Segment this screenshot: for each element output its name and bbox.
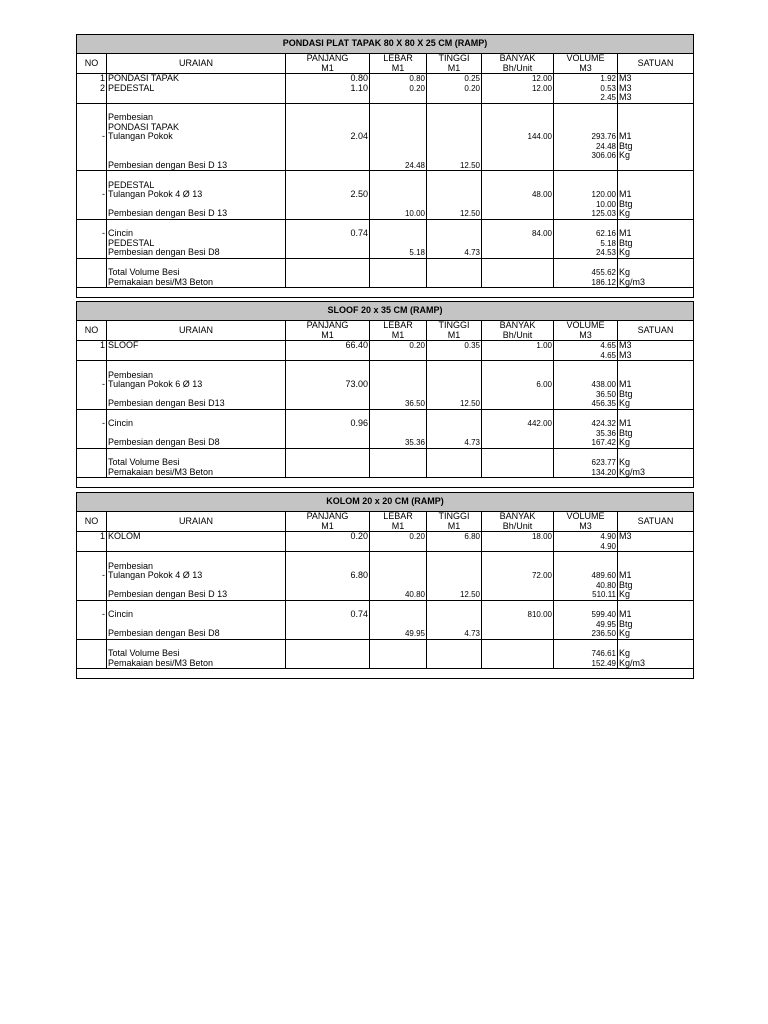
cell-volume: 4.90 4.90 bbox=[554, 532, 618, 552]
cell-satuan: Kg Kg/m3 bbox=[618, 639, 694, 669]
cell-satuan: M1 Btg Kg bbox=[618, 552, 694, 601]
table-3 bbox=[76, 492, 693, 679]
cell-banyak: 6.00 bbox=[482, 361, 554, 410]
cell-no: - bbox=[77, 219, 107, 258]
cell-no: - bbox=[77, 361, 107, 410]
column-header-volume: VOLUME M3 bbox=[554, 54, 618, 74]
cell-panjang bbox=[286, 258, 370, 288]
cell-satuan: M1 Btg Kg bbox=[618, 409, 694, 448]
cell-lebar: 24.48 bbox=[370, 103, 427, 171]
cell-no: - bbox=[77, 171, 107, 220]
cell-satuan: M3 bbox=[618, 532, 694, 552]
cell-volume: 438.00 36.50 456.35 bbox=[554, 361, 618, 410]
cell-banyak bbox=[482, 639, 554, 669]
column-header-panjang: PANJANG M1 bbox=[286, 54, 370, 74]
cell-volume: 489.60 40.80 510.11 bbox=[554, 552, 618, 601]
cell-no: 1 2 bbox=[77, 74, 107, 104]
table-2 bbox=[76, 301, 693, 488]
cell-uraian: Total Volume Besi Pemakaian besi/M3 Beton bbox=[107, 639, 286, 669]
column-header-satuan: SATUAN bbox=[618, 54, 694, 74]
cell-volume: 62.16 5.18 24.53 bbox=[554, 219, 618, 258]
cell-uraian: Cincin PEDESTAL Pembesian dengan Besi D8 bbox=[107, 219, 286, 258]
cell-lebar: 5.18 bbox=[370, 219, 427, 258]
cell-tinggi: 12.50 bbox=[427, 361, 482, 410]
cell-banyak: 18.00 bbox=[482, 532, 554, 552]
cell-uraian: PONDASI TAPAK PEDESTAL bbox=[107, 74, 286, 104]
cell-lebar: 10.00 bbox=[370, 171, 427, 220]
cell-lebar bbox=[370, 639, 427, 669]
cell-no: - bbox=[77, 103, 107, 171]
cell-lebar: 35.36 bbox=[370, 409, 427, 448]
cell-panjang: 6.80 bbox=[286, 552, 370, 601]
cell-uraian: Cincin Pembesian dengan Besi D8 bbox=[107, 409, 286, 448]
cell-tinggi: 4.73 bbox=[427, 219, 482, 258]
cell-banyak bbox=[482, 448, 554, 478]
cell-tinggi: 12.50 bbox=[427, 171, 482, 220]
cell-volume: 293.76 24.48 306.06 bbox=[554, 103, 618, 171]
table-title: SLOOF 20 x 35 CM (RAMP) bbox=[77, 302, 694, 321]
table-footer-row bbox=[77, 669, 694, 679]
cell-tinggi: 4.73 bbox=[427, 409, 482, 448]
cell-lebar bbox=[370, 258, 427, 288]
cell-panjang bbox=[286, 639, 370, 669]
column-header-no: NO bbox=[77, 321, 107, 341]
cell-no: - bbox=[77, 552, 107, 601]
cell-satuan: Kg Kg/m3 bbox=[618, 448, 694, 478]
cell-lebar: 36.50 bbox=[370, 361, 427, 410]
cell-uraian: Total Volume Besi Pemakaian besi/M3 Beton bbox=[107, 258, 286, 288]
column-header-volume: VOLUME M3 bbox=[554, 512, 618, 532]
column-header-banyak: BANYAK Bh/Unit bbox=[482, 54, 554, 74]
cell-no bbox=[77, 639, 107, 669]
cell-banyak bbox=[482, 258, 554, 288]
cell-uraian: Total Volume Besi Pemakaian besi/M3 Beton bbox=[107, 448, 286, 478]
table-title: PONDASI PLAT TAPAK 80 X 80 X 25 CM (RAMP) bbox=[77, 35, 694, 54]
cell-no: - bbox=[77, 600, 107, 639]
column-header-uraian: URAIAN bbox=[107, 512, 286, 532]
cell-banyak: 442.00 bbox=[482, 409, 554, 448]
cell-lebar: 0.80 0.20 bbox=[370, 74, 427, 104]
cell-uraian: KOLOM bbox=[107, 532, 286, 552]
cell-volume: 599.40 49.95 236.50 bbox=[554, 600, 618, 639]
cell-lebar: 49.95 bbox=[370, 600, 427, 639]
cell-satuan: M3 M3 M3 bbox=[618, 74, 694, 104]
table-footer-row bbox=[77, 478, 694, 488]
cell-panjang: 0.80 1.10 bbox=[286, 74, 370, 104]
cell-satuan: Kg Kg/m3 bbox=[618, 258, 694, 288]
cell-volume: 424.32 35.36 167.42 bbox=[554, 409, 618, 448]
column-header-tinggi: TINGGI M1 bbox=[427, 321, 482, 341]
cell-no: - bbox=[77, 409, 107, 448]
column-header-banyak: BANYAK Bh/Unit bbox=[482, 321, 554, 341]
cell-tinggi: 6.80 bbox=[427, 532, 482, 552]
cell-banyak: 84.00 bbox=[482, 219, 554, 258]
column-header-no: NO bbox=[77, 512, 107, 532]
cell-satuan: M1 Btg Kg bbox=[618, 171, 694, 220]
column-header-lebar: LEBAR M1 bbox=[370, 512, 427, 532]
column-header-tinggi: TINGGI M1 bbox=[427, 54, 482, 74]
cell-uraian: Pembesian PONDASI TAPAK Tulangan Pokok Pembesian dengan Besi D 13 bbox=[107, 103, 286, 171]
column-header-no: NO bbox=[77, 54, 107, 74]
cell-panjang: 0.20 bbox=[286, 532, 370, 552]
cell-lebar: 40.80 bbox=[370, 552, 427, 601]
column-header-satuan: SATUAN bbox=[618, 512, 694, 532]
cell-tinggi: 4.73 bbox=[427, 600, 482, 639]
cell-panjang: 73.00 bbox=[286, 361, 370, 410]
cell-volume: 4.65 4.65 bbox=[554, 341, 618, 361]
cell-volume: 623.77 134.20 bbox=[554, 448, 618, 478]
cell-no: 1 bbox=[77, 341, 107, 361]
column-header-uraian: URAIAN bbox=[107, 321, 286, 341]
cell-volume: 455.62 186.12 bbox=[554, 258, 618, 288]
cell-panjang: 66.40 bbox=[286, 341, 370, 361]
cell-banyak: 1.00 bbox=[482, 341, 554, 361]
cell-lebar bbox=[370, 448, 427, 478]
cell-panjang bbox=[286, 448, 370, 478]
cell-tinggi: 12.50 bbox=[427, 103, 482, 171]
cell-satuan: M1 Btg Kg bbox=[618, 103, 694, 171]
cell-panjang: 2.50 bbox=[286, 171, 370, 220]
column-header-tinggi: TINGGI M1 bbox=[427, 512, 482, 532]
table-1 bbox=[76, 34, 693, 298]
cell-uraian: Pembesian Tulangan Pokok 4 Ø 13 Pembesian dengan Besi D 13 bbox=[107, 552, 286, 601]
cell-banyak: 72.00 bbox=[482, 552, 554, 601]
cell-banyak: 144.00 bbox=[482, 103, 554, 171]
column-header-uraian: URAIAN bbox=[107, 54, 286, 74]
cell-no bbox=[77, 448, 107, 478]
cell-banyak: 810.00 bbox=[482, 600, 554, 639]
cell-tinggi bbox=[427, 258, 482, 288]
cell-uraian: PEDESTAL Tulangan Pokok 4 Ø 13 Pembesian dengan Besi D 13 bbox=[107, 171, 286, 220]
cell-tinggi: 0.35 bbox=[427, 341, 482, 361]
cell-banyak: 48.00 bbox=[482, 171, 554, 220]
cell-banyak: 12.00 12.00 bbox=[482, 74, 554, 104]
table-title: KOLOM 20 x 20 CM (RAMP) bbox=[77, 493, 694, 512]
column-header-volume: VOLUME M3 bbox=[554, 321, 618, 341]
cell-panjang: 0.74 bbox=[286, 600, 370, 639]
cell-tinggi: 0.25 0.20 bbox=[427, 74, 482, 104]
cell-satuan: M1 Btg Kg bbox=[618, 600, 694, 639]
cell-volume: 120.00 10.00 125.03 bbox=[554, 171, 618, 220]
cell-satuan: M1 Btg Kg bbox=[618, 219, 694, 258]
cell-tinggi: 12.50 bbox=[427, 552, 482, 601]
column-header-lebar: LEBAR M1 bbox=[370, 321, 427, 341]
column-header-panjang: PANJANG M1 bbox=[286, 512, 370, 532]
cell-lebar: 0.20 bbox=[370, 532, 427, 552]
column-header-banyak: BANYAK Bh/Unit bbox=[482, 512, 554, 532]
column-header-satuan: SATUAN bbox=[618, 321, 694, 341]
cell-lebar: 0.20 bbox=[370, 341, 427, 361]
cell-no bbox=[77, 258, 107, 288]
cell-tinggi bbox=[427, 448, 482, 478]
cell-satuan: M1 Btg Kg bbox=[618, 361, 694, 410]
cell-panjang: 0.96 bbox=[286, 409, 370, 448]
cell-no: 1 bbox=[77, 532, 107, 552]
cell-uraian: SLOOF bbox=[107, 341, 286, 361]
cell-uraian: Cincin Pembesian dengan Besi D8 bbox=[107, 600, 286, 639]
column-header-panjang: PANJANG M1 bbox=[286, 321, 370, 341]
cell-uraian: Pembesian Tulangan Pokok 6 Ø 13 Pembesian dengan Besi D13 bbox=[107, 361, 286, 410]
cell-panjang: 0.74 bbox=[286, 219, 370, 258]
cell-volume: 746.61 152.49 bbox=[554, 639, 618, 669]
table-footer-row bbox=[77, 288, 694, 298]
cell-volume: 1.92 0.53 2.45 bbox=[554, 74, 618, 104]
cell-satuan: M3 M3 bbox=[618, 341, 694, 361]
cell-panjang: 2.04 bbox=[286, 103, 370, 171]
column-header-lebar: LEBAR M1 bbox=[370, 54, 427, 74]
cell-tinggi bbox=[427, 639, 482, 669]
